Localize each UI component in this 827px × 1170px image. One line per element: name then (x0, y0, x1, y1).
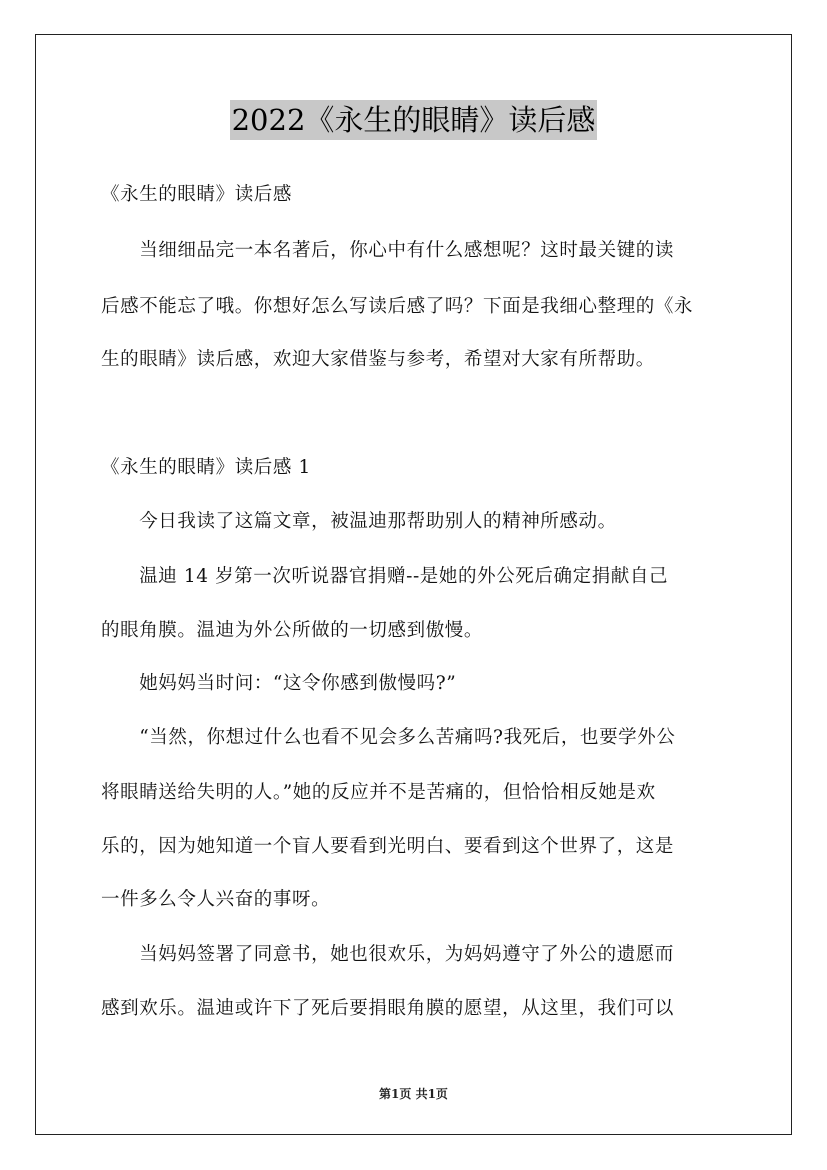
text-line: 《永生的眼睛》读后感 (101, 184, 293, 205)
title-container (0, 100, 827, 140)
text-line: 当妈妈签署了同意书，她也很欢乐，为妈妈遵守了外公的遗愿而 (101, 944, 675, 965)
text-line: 感到欢乐。温迪或许下了死后要捐眼角膜的愿望，从这里，我们可以 (101, 998, 675, 1019)
text-line: 《永生的眼睛》读后感 1 (101, 457, 311, 478)
text-line: 她妈妈当时问：“这令你感到傲慢吗?” (101, 673, 457, 694)
text-line: 的眼角膜。温迪为外公所做的一切感到傲慢。 (101, 620, 484, 641)
text-line: 今日我读了这篇文章，被温迪那帮助别人的精神所感动。 (101, 511, 617, 532)
text-line: 当细细品完一本名著后，你心中有什么感想呢？这时最关键的读 (101, 240, 675, 261)
document-title: 2022《永生的眼睛》读后感 (230, 100, 598, 140)
text-line: 温迪 14 岁第一次听说器官捐赠--是她的外公死后确定捐献自己 (101, 566, 669, 587)
text-line: 后感不能忘了哦。你想好怎么写读后感了吗？下面是我细心整理的《永 (101, 296, 694, 317)
text-line: 生的眼睛》读后感，欢迎大家借鉴与参考，希望对大家有所帮助。 (101, 349, 655, 370)
text-line: 乐的，因为她知道一个盲人要看到光明白、要看到这个世界了，这是 (101, 836, 675, 857)
text-line: 一件多么令人兴奋的事呀。 (101, 889, 331, 910)
text-line: “当然，你想过什么也看不见会多么苦痛吗?我死后，也要学外公 (101, 727, 676, 748)
page-footer: 第1页 共1页 (379, 1087, 448, 1101)
text-line: 将眼睛送给失明的人。”她的反应并不是苦痛的，但恰恰相反她是欢 (101, 782, 656, 803)
